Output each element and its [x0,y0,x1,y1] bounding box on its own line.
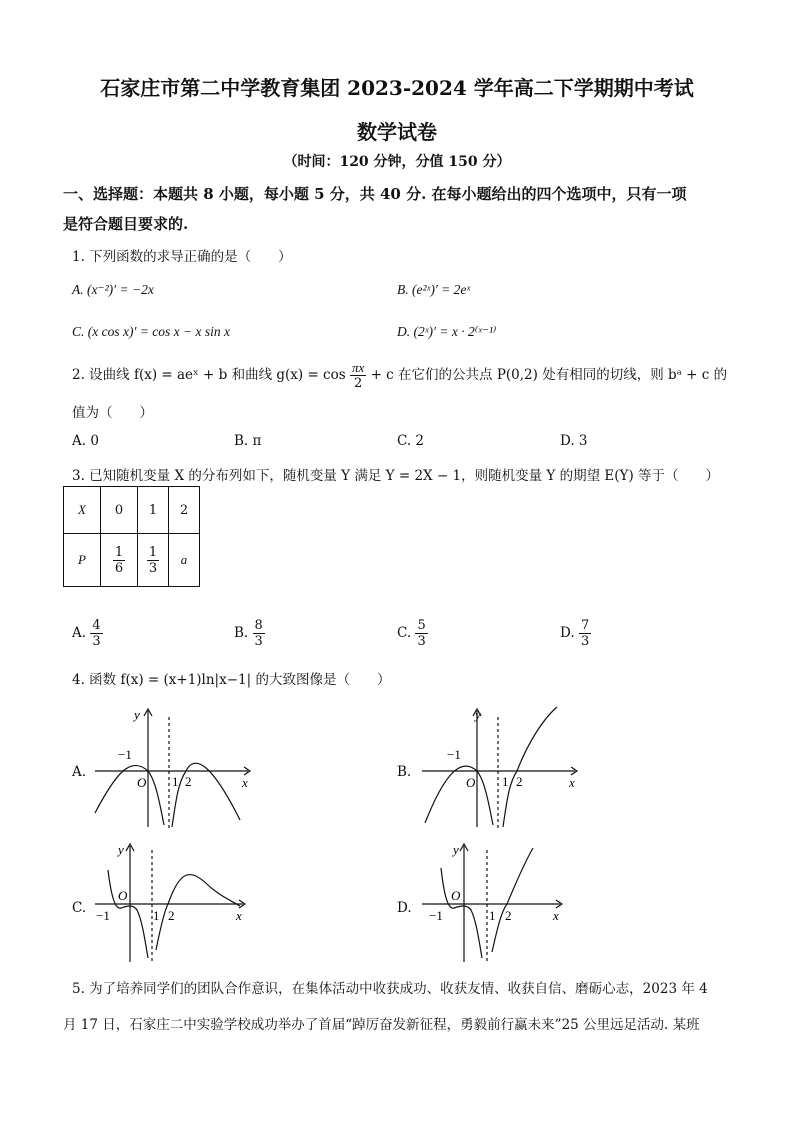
graph-a-label: A. [72,764,87,780]
q1-option-d: D. (2ˣ)′ = x · 2⁽ˣ⁻¹⁾ [397,324,497,339]
q3-d-label: D. [560,625,575,641]
q3-option-c [397,618,428,649]
q2-stem-head: 2. 设曲线 f(x) = aeˣ + b 和曲线 g(x) = cos [72,367,346,383]
q3-option-b [234,618,265,649]
origin-label: O [466,775,476,790]
tick-1: 1 [172,774,179,789]
q2-stem [72,360,727,391]
section-heading-line2: 是符合题目要求的. [63,215,189,233]
graph-b-label: B. [397,764,412,780]
q3-c-den: 3 [417,634,426,649]
tick-1: 1 [153,908,160,923]
q2-option-d: D. 3 [560,433,588,449]
q3-a-label: A. [72,625,87,641]
q5-line2: 月 17 日，石家庄二中实验学校成功举办了首届“踔厉奋发新征程，勇毅前行赢未来”25 公里远足活动. 某班 [63,1017,700,1033]
table-cell-x0: 0 [101,487,138,534]
x-label: x [569,775,575,790]
tick-minus1: −1 [96,908,110,923]
curve-left [95,765,164,825]
q2-frac-num: πx [351,360,365,375]
tick-minus1: −1 [447,747,461,762]
q2-stem-tail: + c 在它们的公共点 P(0,2) 处有相同的切线，则 bᵃ + c 的 [370,367,728,383]
q3-option-d [560,618,591,649]
q1-option-b: B. (e²ˣ)′ = 2eˣ [397,282,471,297]
q3-b-den: 3 [254,634,263,649]
tick-2: 2 [516,774,523,789]
q3-c-label: C. [397,625,412,641]
section-heading-line1: 一、选择题：本题共 8 小题，每小题 5 分，共 40 分. 在每小题给出的四个选项中，只有一项 [63,185,687,203]
curve-right [172,763,240,827]
graph-c-label: C. [72,900,87,916]
tick-minus1: −1 [118,747,132,762]
tick-2: 2 [185,774,192,789]
table-header-p: P [64,534,101,587]
table-row-x [64,487,200,534]
y-label: y [475,707,481,722]
origin-label: O [137,775,147,790]
origin-label: O [118,888,128,903]
tick-1: 1 [489,908,496,923]
distribution-table [63,486,200,587]
q3-b-label: B. [234,625,249,641]
q3-d-den: 3 [580,634,590,649]
curve-left [108,870,148,958]
x-label: x [553,908,559,923]
graph-b [417,705,587,830]
graph-d-label: D. [397,900,412,916]
table-cell-p0 [101,534,138,587]
curve-right [492,848,533,952]
q1-option-a: A. (x⁻²)′ = −2x [72,282,154,297]
curve-left [425,766,493,825]
x-label: x [242,775,248,790]
q3-a-num: 4 [92,618,101,633]
y-label: y [453,842,459,857]
tick-minus1: −1 [429,908,443,923]
q3-c-num: 5 [417,618,426,633]
q3-a-den: 3 [92,634,101,649]
p0-den: 6 [114,560,124,576]
tick-2: 2 [168,908,175,923]
graph-d [417,840,587,965]
q1-option-c: C. (x cos x)′ = cos x − x sin x [72,324,230,339]
q2-option-c: C. 2 [397,433,425,449]
q1-stem: 1. 下列函数的求导正确的是（ ） [72,249,292,265]
q2-option-b: B. π [234,433,262,449]
q3-stem: 3. 已知随机变量 X 的分布列如下，随机变量 Y 满足 Y = 2X − 1，则随机变量 Y 的期望 E(Y) 等于（ ） [72,468,720,484]
p1-den: 3 [148,560,158,576]
q2-stem-line2: 值为（ ） [72,405,153,421]
q3-b-num: 8 [254,618,263,633]
graph-c [90,840,260,965]
curve-right [503,707,557,827]
table-cell-p2: a [169,534,200,587]
p1-num: 1 [148,544,158,560]
table-header-x: X [64,487,101,534]
curve-left [441,868,482,958]
x-label: x [236,908,242,923]
p0-num: 1 [114,544,124,560]
table-cell-p1 [138,534,169,587]
q3-d-num: 7 [580,618,590,633]
q2-option-a: A. 0 [72,433,99,449]
exam-subtitle: 数学试卷 [357,120,437,144]
y-label: y [118,842,124,857]
q2-fraction [350,360,366,391]
q5-line1: 5. 为了培养同学们的团队合作意识，在集体活动中收获成功、收获友情、收获自信、磨砺心志，2023 年 4 [72,981,708,997]
y-label: y [134,707,140,722]
origin-label: O [451,888,461,903]
table-cell-x2: 2 [169,487,200,534]
graph-a [90,705,260,830]
exam-title: 石家庄市第二中学教育集团 2023-2024 学年高二下学期期中考试 [100,76,694,100]
tick-1: 1 [502,774,509,789]
table-cell-x1: 1 [138,487,169,534]
q2-frac-den: 2 [353,376,363,391]
q3-option-a [72,618,103,649]
exam-info: （时间：120 分钟，分值 150 分） [283,154,511,170]
tick-2: 2 [505,908,512,923]
q4-stem: 4. 函数 f(x) = (x+1)ln|x−1| 的大致图像是（ ） [72,672,391,688]
table-row-p [64,534,200,587]
